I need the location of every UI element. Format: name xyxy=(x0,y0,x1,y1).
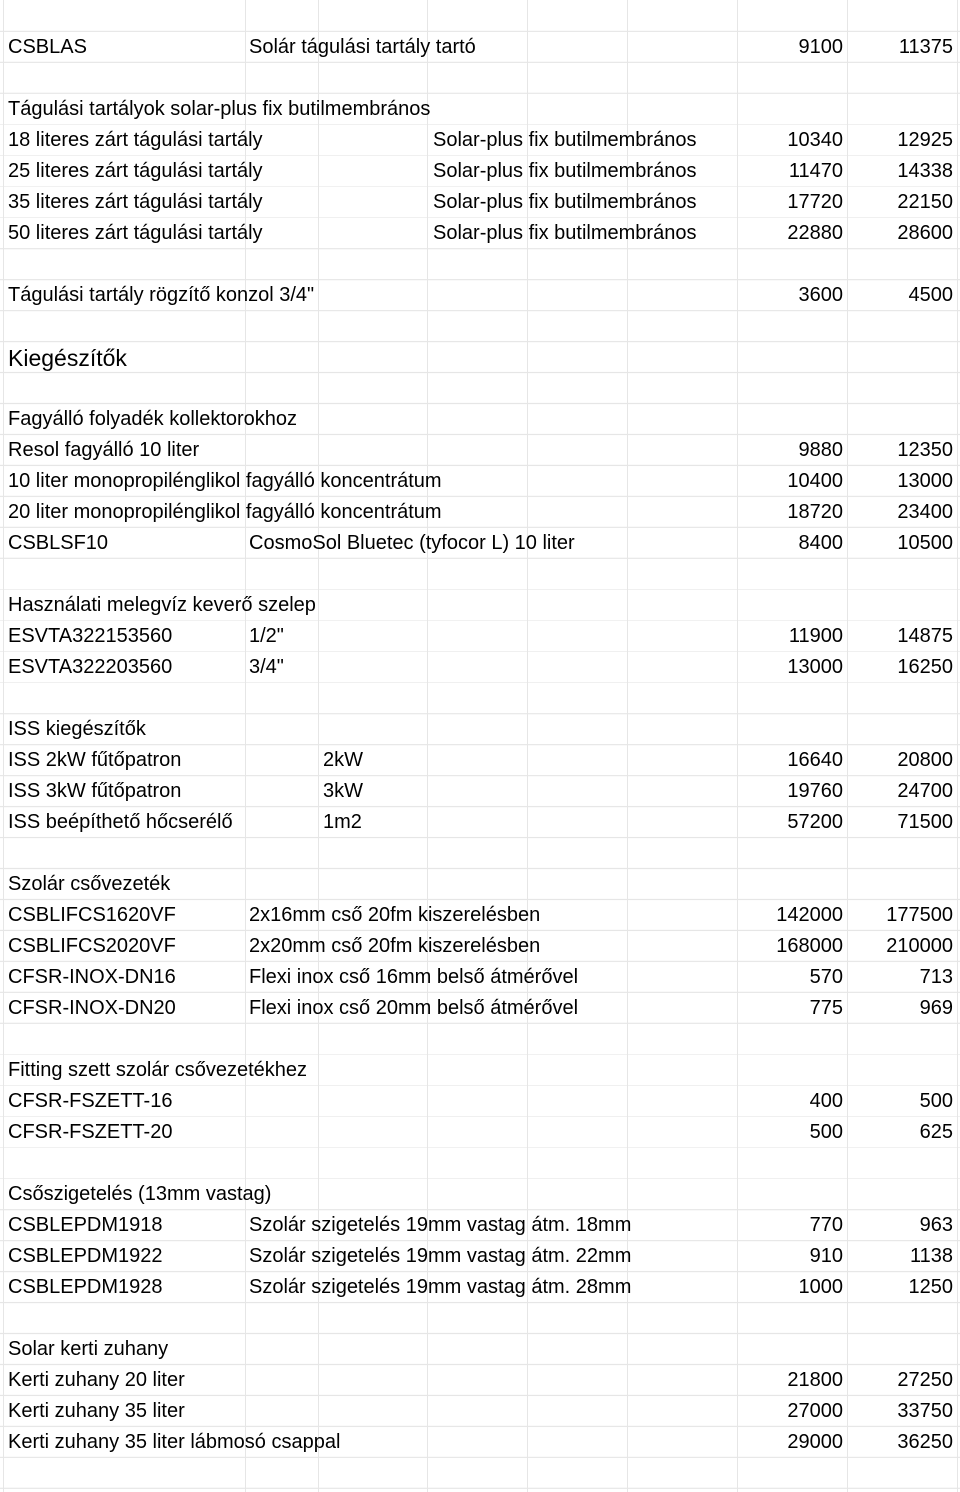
gross-price-cell: 23400 xyxy=(897,501,953,523)
table-row xyxy=(0,745,960,776)
table-row xyxy=(0,1086,960,1117)
table-row xyxy=(0,1427,960,1458)
table-row xyxy=(0,1241,960,1272)
table-row xyxy=(0,1210,960,1241)
net-price-cell: 910 xyxy=(809,1245,843,1267)
item-name-cell: Használati melegvíz keverő szelep xyxy=(8,594,316,616)
blank-row xyxy=(0,311,960,342)
description-cell: Szolár szigetelés 19mm vastag átm. 28mm xyxy=(249,1276,632,1298)
table-row xyxy=(0,931,960,962)
table-row xyxy=(0,280,960,311)
description-cell: Flexi inox cső 20mm belső átmérővel xyxy=(249,997,579,1019)
net-price-cell: 770 xyxy=(809,1214,843,1236)
item-name-cell: Tágulási tartályok solar-plus fix butilmembrános xyxy=(8,98,431,120)
table-row xyxy=(0,776,960,807)
table-row xyxy=(0,125,960,156)
membrane-type-cell: Solar-plus fix butilmembrános xyxy=(433,222,697,244)
net-price-cell: 10400 xyxy=(787,470,843,492)
table-row xyxy=(0,869,960,900)
net-price-cell: 11900 xyxy=(788,625,843,647)
net-price-cell: 400 xyxy=(809,1090,843,1112)
gross-price-cell: 36250 xyxy=(897,1431,953,1453)
table-row xyxy=(0,590,960,621)
description-cell: Szolár szigetelés 19mm vastag átm. 18mm xyxy=(249,1214,632,1236)
gross-price-cell: 22150 xyxy=(897,191,953,213)
item-name-cell: ESVTA322203560 xyxy=(8,656,173,678)
gross-price-cell: 33750 xyxy=(897,1400,953,1422)
gross-price-cell: 4500 xyxy=(908,284,953,306)
item-name-cell: ESVTA322153560 xyxy=(8,625,173,647)
table-row xyxy=(0,94,960,125)
item-name-cell: CSBLAS xyxy=(8,36,87,58)
table-row xyxy=(0,1272,960,1303)
description-cell: CosmoSol Bluetec (tyfocor L) 10 liter xyxy=(249,532,575,554)
gross-price-cell: 12925 xyxy=(897,129,953,151)
item-name-cell: Szolár csővezeték xyxy=(8,873,171,895)
gross-price-cell: 500 xyxy=(919,1090,953,1112)
item-name-cell: CFSR-INOX-DN16 xyxy=(8,966,176,988)
gross-price-cell: 625 xyxy=(919,1121,953,1143)
item-name-cell: 18 literes zárt tágulási tartály xyxy=(8,129,263,151)
table-row xyxy=(0,621,960,652)
gross-price-cell: 10500 xyxy=(897,532,953,554)
gross-price-cell: 28600 xyxy=(897,222,953,244)
blank-row xyxy=(0,1148,960,1179)
item-name-cell: CSBLIFCS1620VF xyxy=(8,904,176,926)
net-price-cell: 13000 xyxy=(787,656,843,678)
gross-price-cell: 177500 xyxy=(886,904,953,926)
gross-price-cell: 27250 xyxy=(897,1369,953,1391)
gross-price-cell: 963 xyxy=(919,1214,953,1236)
table-row xyxy=(0,1396,960,1427)
blank-row xyxy=(0,373,960,404)
item-name-cell: Fagyálló folyadék kollektorokhoz xyxy=(8,408,298,430)
spec-cell: 3kW xyxy=(323,780,363,802)
gross-price-cell: 713 xyxy=(919,966,953,988)
item-name-cell: 35 literes zárt tágulási tartály xyxy=(8,191,263,213)
table-row xyxy=(0,714,960,745)
table-row xyxy=(0,1334,960,1365)
membrane-type-cell: Solar-plus fix butilmembrános xyxy=(433,129,697,151)
net-price-cell: 9100 xyxy=(798,36,843,58)
table-row xyxy=(0,404,960,435)
gross-price-cell: 1250 xyxy=(908,1276,953,1298)
net-price-cell: 27000 xyxy=(787,1400,843,1422)
description-cell: 2x20mm cső 20fm kiszerelésben xyxy=(249,935,541,957)
section-heading-row xyxy=(0,342,960,373)
net-price-cell: 10340 xyxy=(787,129,843,151)
blank-row xyxy=(0,559,960,590)
net-price-cell: 3600 xyxy=(798,284,843,306)
item-name-cell: ISS 3kW fűtőpatron xyxy=(8,780,182,802)
net-price-cell: 19760 xyxy=(787,780,843,802)
table-row xyxy=(0,187,960,218)
item-name-cell: 10 liter monopropilénglikol fagyálló koncentrátum xyxy=(8,470,442,492)
item-name-cell: Tágulási tartály rögzítő konzol 3/4" xyxy=(8,284,315,306)
item-name-cell: CSBLEPDM1922 xyxy=(8,1245,163,1267)
gross-price-cell: 71500 xyxy=(897,811,953,833)
blank-row xyxy=(0,683,960,714)
description-cell: Solár tágulási tartály tartó xyxy=(249,36,476,58)
net-price-cell: 57200 xyxy=(787,811,843,833)
table-row xyxy=(0,218,960,249)
item-name-cell: 25 literes zárt tágulási tartály xyxy=(8,160,263,182)
item-name-cell: Resol fagyálló 10 liter xyxy=(8,439,200,461)
net-price-cell: 1000 xyxy=(798,1276,843,1298)
item-name-cell: CSBLEPDM1928 xyxy=(8,1276,163,1298)
membrane-type-cell: Solar-plus fix butilmembrános xyxy=(433,160,697,182)
blank-row xyxy=(0,63,960,94)
gross-price-cell: 14338 xyxy=(897,160,953,182)
description-cell: Flexi inox cső 16mm belső átmérővel xyxy=(249,966,579,988)
net-price-cell: 142000 xyxy=(776,904,843,926)
description-cell: 3/4" xyxy=(249,656,284,678)
spec-cell: 1m2 xyxy=(323,811,362,833)
net-price-cell: 9880 xyxy=(798,439,843,461)
table-row xyxy=(0,156,960,187)
description-cell: 2x16mm cső 20fm kiszerelésben xyxy=(249,904,541,926)
table-row xyxy=(0,497,960,528)
table-row xyxy=(0,528,960,559)
item-name-cell: CFSR-FSZETT-16 xyxy=(8,1090,173,1112)
net-price-cell: 8400 xyxy=(798,532,843,554)
gross-price-cell: 11375 xyxy=(898,36,953,58)
table-row xyxy=(0,1365,960,1396)
item-name-cell: Fitting szett szolár csővezetékhez xyxy=(8,1059,308,1081)
table-row xyxy=(0,466,960,497)
item-name-cell: Solar kerti zuhany xyxy=(8,1338,169,1360)
blank-row xyxy=(0,249,960,280)
table-row xyxy=(0,962,960,993)
table-row xyxy=(0,1179,960,1210)
item-name-cell: 20 liter monopropilénglikol fagyálló koncentrátum xyxy=(8,501,442,523)
item-name-cell: CSBLIFCS2020VF xyxy=(8,935,176,957)
table-row xyxy=(0,1117,960,1148)
blank-row xyxy=(0,838,960,869)
gross-price-cell: 20800 xyxy=(897,749,953,771)
gross-price-cell: 13000 xyxy=(897,470,953,492)
table-row xyxy=(0,32,960,63)
net-price-cell: 500 xyxy=(809,1121,843,1143)
gross-price-cell: 210000 xyxy=(886,935,953,957)
net-price-cell: 22880 xyxy=(787,222,843,244)
membrane-type-cell: Solar-plus fix butilmembrános xyxy=(433,191,697,213)
section-heading: Kiegészítők xyxy=(8,345,127,371)
net-price-cell: 570 xyxy=(809,966,843,988)
item-name-cell: Csőszigetelés (13mm vastag) xyxy=(8,1183,272,1205)
gross-price-cell: 1138 xyxy=(909,1245,953,1267)
item-name-cell: CFSR-INOX-DN20 xyxy=(8,997,176,1019)
item-name-cell: 50 literes zárt tágulási tartály xyxy=(8,222,263,244)
item-name-cell: Kerti zuhany 20 liter xyxy=(8,1369,185,1391)
gross-price-cell: 16250 xyxy=(897,656,953,678)
table-row xyxy=(0,807,960,838)
gross-price-cell: 24700 xyxy=(897,780,953,802)
item-name-cell: ISS kiegészítők xyxy=(8,718,146,740)
item-name-cell: Kerti zuhany 35 liter xyxy=(8,1400,185,1422)
net-price-cell: 18720 xyxy=(787,501,843,523)
description-cell: 1/2" xyxy=(249,625,284,647)
net-price-cell: 29000 xyxy=(787,1431,843,1453)
description-cell: Szolár szigetelés 19mm vastag átm. 22mm xyxy=(249,1245,632,1267)
item-name-cell: ISS beépíthető hőcserélő xyxy=(8,811,233,833)
net-price-cell: 168000 xyxy=(776,935,843,957)
item-name-cell: ISS 2kW fűtőpatron xyxy=(8,749,182,771)
blank-row xyxy=(0,1024,960,1055)
item-name-cell: Kerti zuhany 35 liter lábmosó csappal xyxy=(8,1431,341,1453)
spec-cell: 2kW xyxy=(323,749,363,771)
net-price-cell: 16640 xyxy=(787,749,843,771)
net-price-cell: 775 xyxy=(809,997,843,1019)
item-name-cell: CFSR-FSZETT-20 xyxy=(8,1121,173,1143)
item-name-cell: CSBLEPDM1918 xyxy=(8,1214,163,1236)
net-price-cell: 17720 xyxy=(787,191,843,213)
table-row xyxy=(0,993,960,1024)
gross-price-cell: 969 xyxy=(919,997,953,1019)
net-price-cell: 21800 xyxy=(787,1369,843,1391)
gross-price-cell: 12350 xyxy=(897,439,953,461)
table-row xyxy=(0,900,960,931)
table-row xyxy=(0,435,960,466)
net-price-cell: 11470 xyxy=(788,160,843,182)
table-row xyxy=(0,1055,960,1086)
item-name-cell: CSBLSF10 xyxy=(8,532,109,554)
blank-row xyxy=(0,1303,960,1334)
table-row xyxy=(0,652,960,683)
gross-price-cell: 14875 xyxy=(897,625,953,647)
